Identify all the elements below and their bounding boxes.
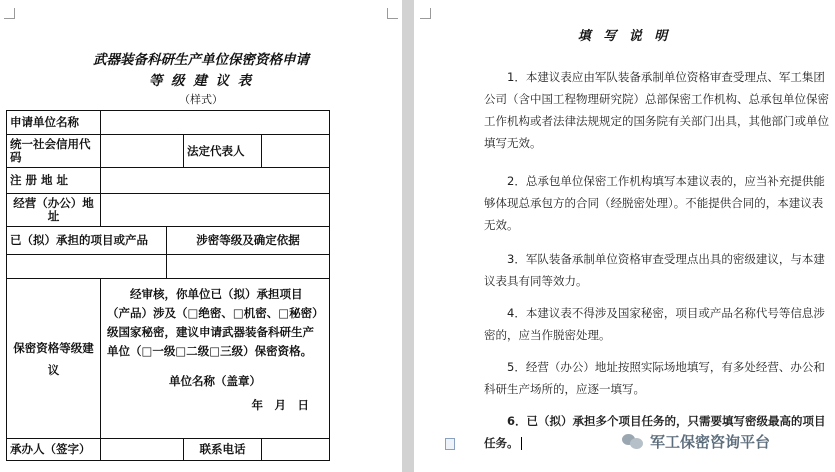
- watermark-text: 军工保密咨询平台: [650, 432, 771, 451]
- form-subtitle: （样式）: [179, 93, 223, 106]
- instruction-item-4: 4．本建议表不得涉及国家秘密，项目或产品名称代号等信息涉密的，应当作脱密处理。: [484, 306, 825, 342]
- application-form-table: [6, 110, 330, 461]
- project-field[interactable]: [7, 255, 167, 279]
- qualification-level-label: 保密资格等级建议: [7, 279, 101, 439]
- page-corner-mark: [387, 8, 398, 19]
- watermark: [622, 430, 770, 452]
- phone-field[interactable]: [262, 439, 330, 461]
- text-cursor: [521, 437, 522, 450]
- page-corner-mark: [420, 8, 431, 19]
- instruction-item-1: 1．本建议表应由军队装备承制单位资格审查受理点、军工集团公司（含中国工程物理研究院）总部保密工作机构、总承包单位保密工作机构或者法律法规规定的国务院有关部门出具，其他部门或单位填写无效。: [484, 70, 829, 150]
- office-address-label: 经营（办公）地 址: [7, 194, 101, 227]
- phone-label: 联系电话: [184, 439, 262, 461]
- reg-address-field[interactable]: [101, 168, 330, 194]
- right-document-page: [414, 0, 835, 472]
- project-label: 已（拟）承担的项目或产品: [7, 227, 167, 255]
- instruction-item-2: 2．总承包单位保密工作机构填写本建议表的，应当补充提供能够体现总承包方的合同（经脱密处理）。不能提供合同的，本建议表无效。: [484, 174, 825, 232]
- legal-rep-label: 法定代表人: [184, 135, 262, 168]
- wechat-icon: [622, 432, 644, 450]
- legal-rep-field[interactable]: [262, 135, 330, 168]
- reg-address-label: 注 册 地 址: [7, 168, 101, 194]
- unit-seal-label: 单位名称（盖章）: [169, 374, 261, 388]
- instruction-item-6-text: 6．已（拟）承担多个项目任务的，只需要填写密级最高的项目任务。: [484, 414, 826, 450]
- credit-code-label: 统一社会信用代 码: [7, 135, 101, 168]
- secret-level-field[interactable]: [167, 255, 330, 279]
- opinion-cell: [101, 279, 330, 439]
- instruction-item-3: 3．军队装备承制单位资格审查受理点出具的密级建议，与本建议表具有同等效力。: [484, 252, 825, 288]
- secret-level-label: 涉密等级及确定依据: [167, 227, 330, 255]
- applicant-name-label: 申请单位名称: [7, 111, 101, 135]
- handler-field[interactable]: [101, 439, 184, 461]
- instruction-item-5: 5．经营（办公）地址按照实际场地填写，有多处经营、办公和科研生产场所的，应逐一填写。: [484, 360, 825, 396]
- office-address-field[interactable]: [101, 194, 330, 227]
- document-icon[interactable]: [445, 438, 455, 450]
- page-corner-mark: [4, 8, 15, 19]
- left-document-page: [0, 0, 402, 472]
- handler-label: 承办人（签字）: [7, 439, 101, 461]
- opinion-text: 经审核，你单位已（拟）承担项目（产品）涉及（□绝密、□机密、□秘密）级国家秘密，建议申请武器装备科研生产单位（□一级□二级□三级）保密资格。: [107, 287, 324, 358]
- applicant-name-field[interactable]: [101, 111, 330, 135]
- form-title-line1: 武器装备科研生产单位保密资格申请: [93, 52, 309, 68]
- instructions-title: 填 写 说 明: [577, 29, 672, 44]
- form-title-line2: 等 级 建 议 表: [148, 73, 254, 89]
- page-gap: [402, 0, 414, 472]
- date-label: 年 月 日: [251, 398, 309, 412]
